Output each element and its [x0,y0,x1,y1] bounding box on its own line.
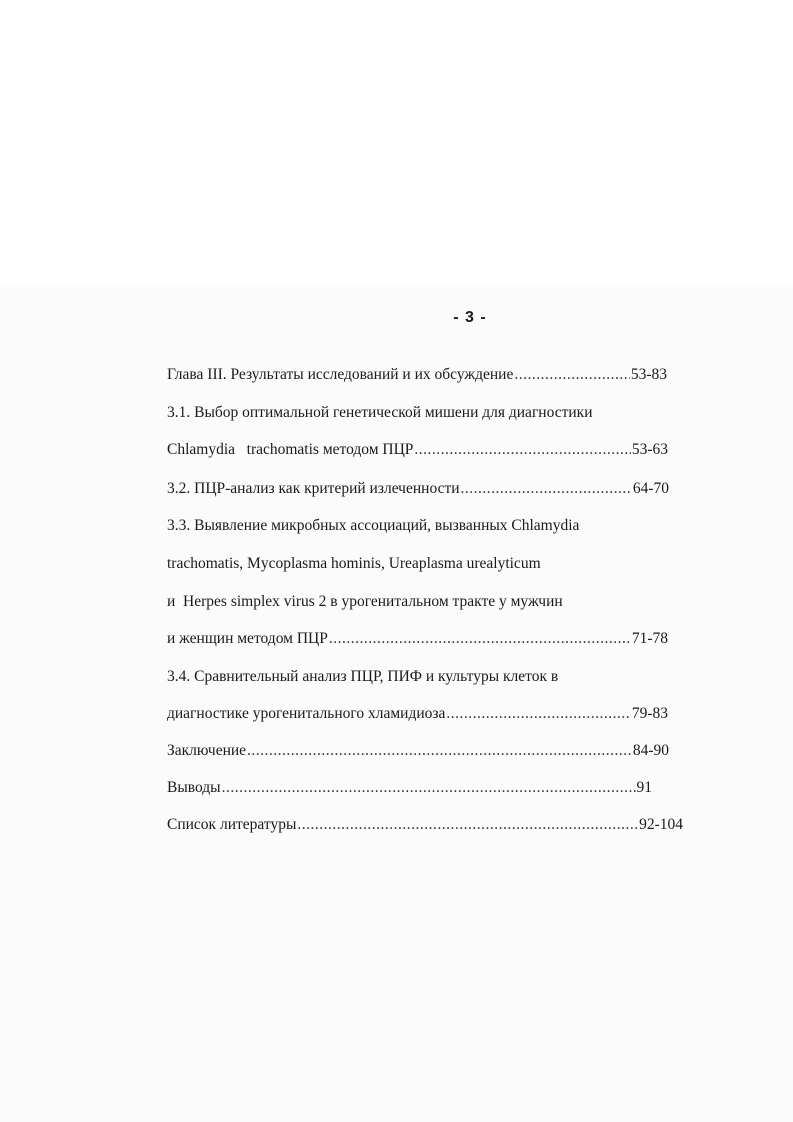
toc-entry-3-4-line-1: 3.4. Сравнительный анализ ПЦР, ПИФ и культуры клеток в [167,668,559,685]
toc-entry-pages: 53-63 [631,441,668,458]
toc-entry-3-4 [167,704,668,724]
dot-leader [329,629,631,649]
toc-entry-chapter-3 [167,365,667,385]
dot-leader [247,741,632,761]
dot-leader [446,704,630,724]
toc-entry-3-3 [167,629,668,649]
toc-entry-3-1-line-1: 3.1. Выбор оптимальной генетической мишени для диагностики [167,404,593,421]
toc-entry-title: 3.2. ПЦР-анализ как критерий излеченности [167,480,460,497]
toc-entry-pages: 53-83 [630,366,667,383]
toc-entry-pages: 84-90 [632,742,669,759]
toc-entry-references [167,815,683,835]
dot-leader [514,365,630,385]
toc-entry-title: Список литературы [167,816,297,833]
toc-entry-pages: 79-83 [631,705,668,722]
toc-entry-conclusion [167,741,669,761]
toc-entry-3-3-line-1: 3.3. Выявление микробных ассоциаций, вызванных Chlamydia [167,517,580,534]
dot-leader [222,778,636,798]
dot-leader [414,440,630,460]
toc-entry-findings [167,778,652,798]
toc-entry-title: диагностике урогенитального хламидиоза [167,705,446,722]
toc-entry-pages: 92-104 [639,816,683,833]
page-number: - 3 - [453,309,487,326]
toc-entry-title: и женщин методом ПЦР [167,630,328,647]
dot-leader [461,479,632,499]
toc-entry-title: Выводы [167,779,221,796]
toc-entry-pages: 64-70 [632,480,669,497]
toc-entry-3-2 [167,479,669,499]
toc-entry-title: Глава III. Результаты исследований и их обсуждение [167,366,514,383]
toc-entry-pages: 71-78 [631,630,668,647]
toc-entry-3-3-line-3: и Herpes simplex virus 2 в урогенитальном тракте у мужчин [167,593,563,610]
toc-entry-pages: 91 [636,779,652,796]
toc-entry-title: Chlamydia trachomatis методом ПЦР [167,441,414,458]
toc-entry-3-1 [167,440,668,460]
toc-entry-title: Заключение [167,742,247,759]
dot-leader [297,815,638,835]
toc-entry-3-3-line-2: trachomatis, Mycoplasma hominis, Ureaplasma urealyticum [167,555,541,572]
